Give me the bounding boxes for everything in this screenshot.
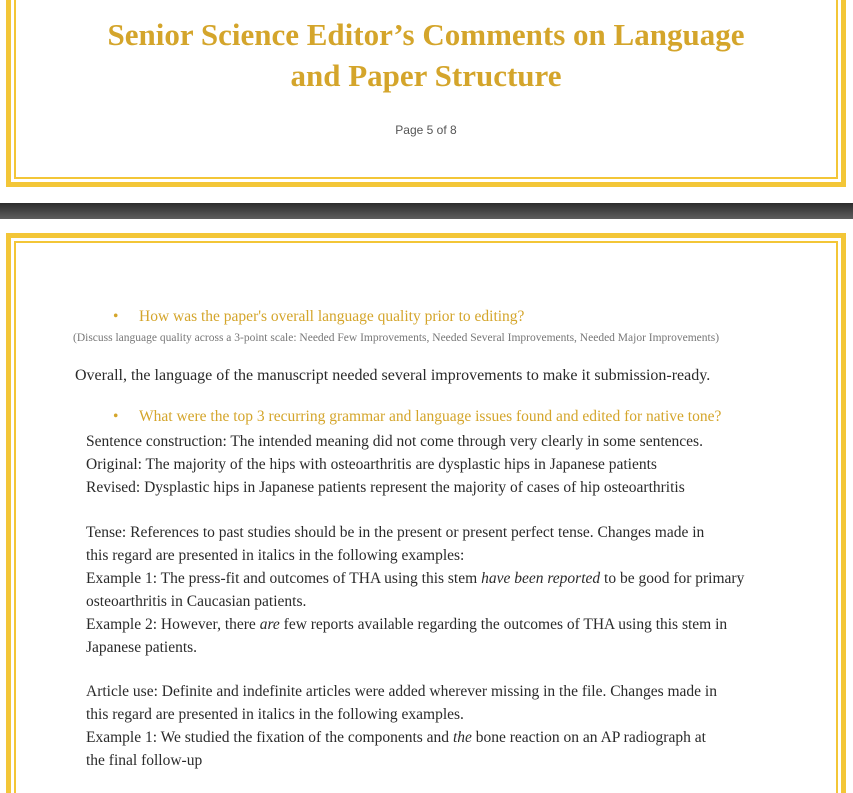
tense-example-1-cont: osteoarthritis in Caucasian patients. bbox=[86, 593, 307, 610]
article-line-2: this regard are presented in italics in the following examples. bbox=[86, 706, 464, 723]
page-number: Page 5 of 8 bbox=[395, 123, 457, 137]
text: to be good for primary bbox=[600, 570, 745, 587]
tense-example-2 bbox=[86, 613, 744, 636]
tense-example-1 bbox=[86, 567, 744, 590]
title-line-2: and Paper Structure bbox=[290, 58, 562, 93]
question-1-text: How was the paper's overall language quality prior to editing? bbox=[139, 308, 525, 325]
italic-text: have been reported bbox=[481, 570, 601, 587]
article-example-1 bbox=[86, 726, 717, 749]
page-separator bbox=[0, 203, 853, 219]
tense-line-2: this regard are presented in italics in the following examples: bbox=[86, 547, 465, 564]
question-2 bbox=[113, 408, 721, 426]
text: few reports available regarding the outcomes of THA using this stem in bbox=[279, 616, 728, 633]
answer-1: Overall, the language of the manuscript needed several improvements to make it submission-ready. bbox=[75, 367, 711, 384]
article-line-1: Article use: Definite and indefinite articles were added wherever missing in the file. Changes made in bbox=[86, 683, 717, 700]
text: Example 2: However, there bbox=[86, 616, 260, 633]
title-line-1: Senior Science Editor’s Comments on Language bbox=[107, 17, 745, 52]
bullet-icon: • bbox=[113, 408, 119, 425]
question-1 bbox=[113, 308, 524, 326]
italic-text: the bbox=[452, 729, 472, 746]
question-1-note: (Discuss language quality across a 3-point scale: Needed Few Improvements, Needed Several Improvements, Needed Major Improvements) bbox=[73, 332, 720, 344]
bullet-icon: • bbox=[113, 308, 119, 325]
tense-line-1: Tense: References to past studies should be in the present or present perfect tense. Changes made in bbox=[86, 524, 705, 541]
question-2-text: What were the top 3 recurring grammar and language issues found and edited for native tone? bbox=[139, 408, 722, 425]
tense-example-2-cont: Japanese patients. bbox=[86, 639, 198, 656]
tense-block bbox=[86, 521, 744, 659]
sentence-revised: Revised: Dysplastic hips in Japanese patients represent the majority of cases of hip osteoarthritis bbox=[86, 479, 685, 496]
page-title bbox=[11, 14, 841, 96]
document-page-top bbox=[6, 0, 846, 187]
italic-text: are bbox=[259, 616, 280, 633]
sentence-construction-block bbox=[86, 430, 703, 499]
sentence-original: Original: The majority of the hips with osteoarthritis are dysplastic hips in Japanese patients bbox=[86, 456, 657, 473]
article-use-block bbox=[86, 680, 717, 772]
text: Example 1: The press-fit and outcomes of THA using this stem bbox=[86, 570, 482, 587]
text: bone reaction on an AP radiograph at bbox=[471, 729, 706, 746]
sentence-line-1: Sentence construction: The intended meaning did not come through very clearly in some sentences. bbox=[86, 433, 703, 450]
article-example-1-cont: the final follow-up bbox=[86, 752, 203, 769]
text: Example 1: We studied the fixation of the components and bbox=[86, 729, 453, 746]
document-page-bottom bbox=[6, 233, 846, 793]
